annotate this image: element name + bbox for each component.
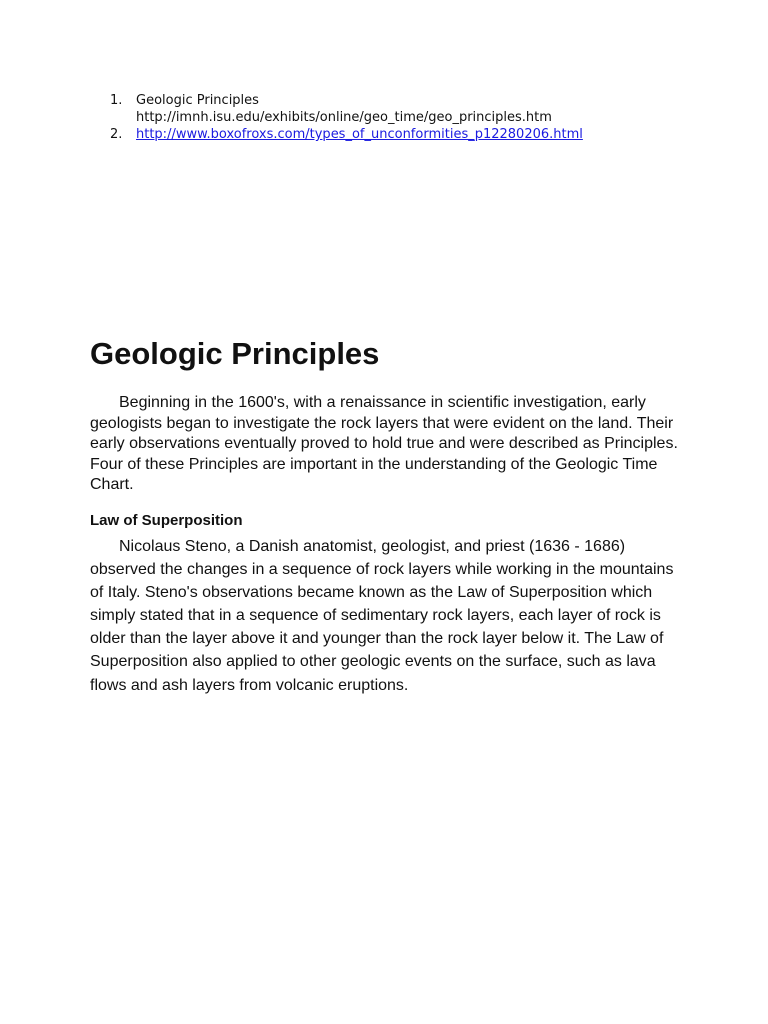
law-text: Nicolaus Steno, a Danish anatomist, geologist, and priest (1636 - 1686) observed the changes in a sequence of rock layers while working in the mountains of Italy. Steno's observations became known as the Law of Superposition which simply stated that in a sequence of sedimentary rock layers, each layer of rock is older than the layer above it and younger than the rock layer below it. The Law of Superposition also applied to other geologic events on the surface, such as lava flows and ash layers from volcanic eruptions. [90, 538, 674, 694]
reference-item-2 [110, 126, 583, 143]
reference-title: Geologic Principles [136, 93, 259, 108]
law-paragraph [90, 535, 690, 697]
reference-link[interactable]: http://www.boxofroxs.com/types_of_unconformities_p12280206.html [136, 127, 583, 142]
reference-item-1 [110, 92, 583, 126]
law-heading: Law of Superposition [90, 512, 243, 529]
reference-number: 2. [110, 127, 123, 142]
reference-number: 1. [110, 93, 123, 108]
page-title: Geologic Principles [90, 336, 380, 371]
reference-url: http://imnh.isu.edu/exhibits/online/geo_time/geo_principles.htm [136, 110, 552, 125]
reference-list [110, 92, 583, 143]
intro-text: Beginning in the 1600's, with a renaissance in scientific investigation, early geologists began to investigate the rock layers that were evident on the land. Their early observations eventually proved to hold true and were described as Principles. Four of these Principles are important in the understanding of the Geologic Time Chart. [90, 394, 678, 494]
intro-paragraph [90, 393, 690, 496]
